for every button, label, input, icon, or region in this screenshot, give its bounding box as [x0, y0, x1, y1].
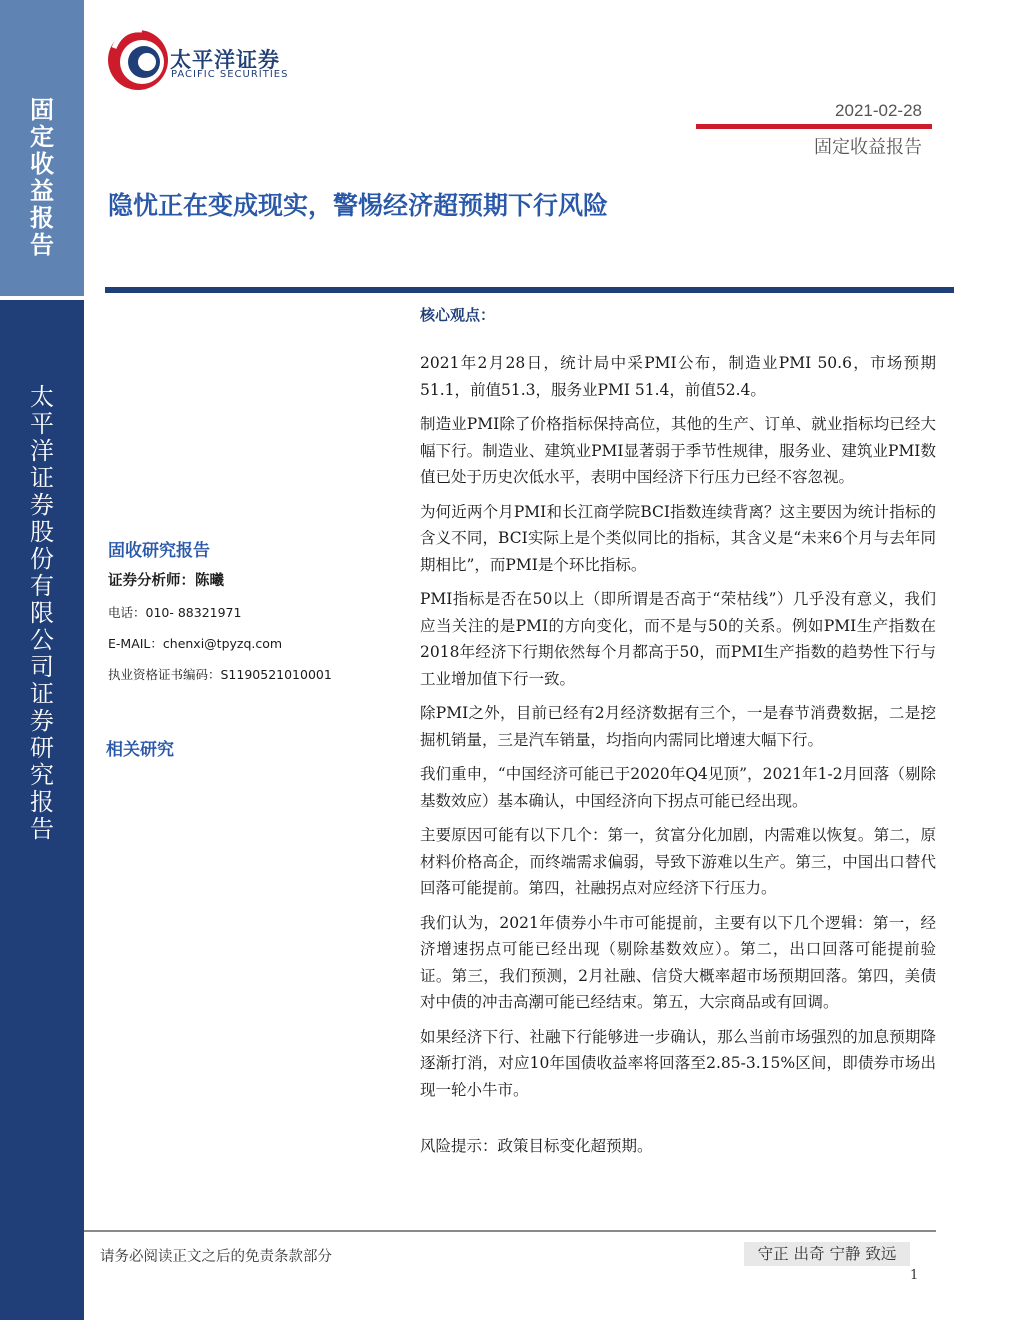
core-paragraph: 主要原因可能有以下几个：第一，贫富分化加剧，内需难以恢复。第二，原材料价格高企，而终端需求偏弱，导致下游难以生产。第三，中国出口替代回落可能提前。第四，社融拐点对应经济下行压力。 [420, 826, 936, 897]
sidebar-top-band [0, 0, 84, 296]
core-paragraph: 为何近两个月PMI和长江商学院BCI指数连续背离？这主要因为统计指标的含义不同，BCI实际上是个类似同比的指标，其含义是“未来6个月与去年同期相比”，而PMI是个环比指标。 [420, 502, 936, 574]
core-views-body [420, 350, 936, 1168]
related-research-heading: 相关研究 [106, 740, 174, 760]
core-paragraph: 我们重申，“中国经济可能已于2020年Q4见顶”，2021年1-2月回落（剔除基数效应）基本确认，中国经济向下拐点可能已经出现。 [420, 765, 936, 810]
sidebar-report-category: 固 定 收 益 报 告 [30, 95, 54, 259]
core-paragraph: 2021年2月28日，统计局中采PMI公布，制造业PMI 50.6，市场预期51.1，前值51.3，服务业PMI 51.4，前值52.4。 [420, 354, 936, 399]
analyst-name: 证券分析师：陈曦 [108, 572, 224, 589]
sidebar-company-name: 太 平 洋 证 券 股 份 有 限 公 司 证 券 研 究 报 告 [30, 383, 54, 843]
logo-name-en: PACIFIC SECURITIES [171, 69, 289, 80]
footer-disclaimer: 请务必阅读正文之后的免责条款部分 [100, 1249, 332, 1265]
core-paragraph: PMI指标是否在50以上（即所谓是否高于“荣枯线”）几乎没有意义，我们应当关注的是PMI的方向变化，而不是与50的关系。例如PMI生产指数在2018年经济下行期依然每个月都高于50，而PMI生产指数的趋势性下行与工业增加值下行一致。 [420, 590, 936, 688]
title-divider [105, 287, 954, 293]
risk-warning: 风险提示：政策目标变化超预期。 [420, 1137, 653, 1155]
footer-divider [84, 1230, 936, 1232]
report-type: 固定收益报告 [814, 137, 922, 158]
analyst-info [108, 536, 398, 683]
page-number: 1 [910, 1268, 919, 1283]
sidebar-bottom-band [0, 300, 84, 1320]
core-paragraph: 除PMI之外，目前已经有2月经济数据有三个，一是春节消费数据，二是挖掘机销量，三是汽车销量，均指向内需同比增速大幅下行。 [420, 704, 936, 749]
header-accent-bar [696, 124, 932, 129]
analyst-cert-number: 执业资格证书编码：S1190521010001 [108, 667, 332, 682]
report-date: 2021-02-28 [835, 101, 922, 120]
analyst-phone: 电话：010- 88321971 [108, 605, 242, 620]
footer-slogan: 守正 出奇 宁静 致远 [744, 1242, 910, 1266]
report-title: 隐忧正在变成现实，警惕经济超预期下行风险 [108, 191, 609, 220]
core-paragraph: 如果经济下行、社融下行能够进一步确认，那么当前市场强烈的加息预期降逐渐打消，对应10年国债收益率将回落至2.85-3.15%区间，即债券市场出现一轮小牛市。 [420, 1027, 936, 1099]
core-views-heading: 核心观点： [420, 306, 496, 324]
analyst-email[interactable]: E-MAIL：chenxi@tpyzq.com [108, 636, 283, 651]
logo-name-cn: 太平洋证券 [170, 48, 280, 72]
core-paragraph: 制造业PMI除了价格指标保持高位，其他的生产、订单、就业指标均已经大幅下行。制造业、建筑业PMI显著弱于季节性规律，服务业、建筑业PMI数值已处于历史次低水平，表明中国经济下行压力已经不容忽视。 [420, 415, 936, 486]
analyst-section-heading: 固收研究报告 [108, 541, 210, 561]
core-paragraph: 我们认为，2021年债券小牛市可能提前，主要有以下几个逻辑：第一，经济增速拐点可能已经出现（剔除基数效应）。第二，出口回落可能提前验证。第三，我们预测，2月社融、信贷大概率超市场预期回落。第四，美债对中债的冲击高潮可能已经结束。第五，大宗商品或有回调。 [420, 913, 936, 1011]
